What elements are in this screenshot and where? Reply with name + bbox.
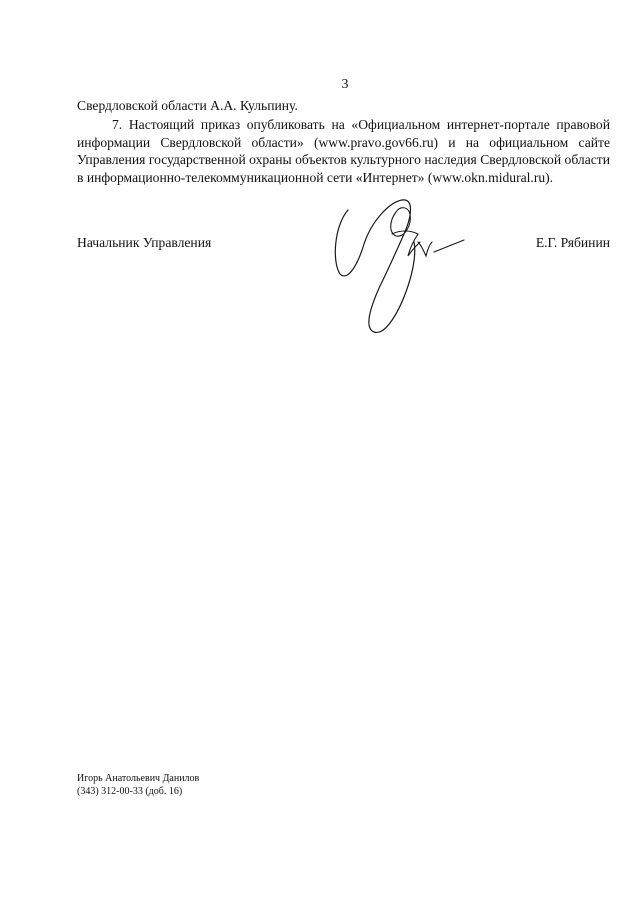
signer-title: Начальник Управления <box>77 235 212 250</box>
executor-footer <box>77 773 199 798</box>
paragraph-7 <box>77 116 610 186</box>
paragraph-7-text: 7. Настоящий приказ опубликовать на «Официальном интернет-портале правовой информации Свердловской области» (www.pravo.gov66.ru) и на официальном сайте Управления государственной охраны объектов культурного наследия Свердловской области в информационно-телекоммуникационной сети «Интернет» (www.okn.midural.ru). <box>77 117 610 185</box>
handwritten-signature <box>330 190 470 335</box>
text-line-recipient: Свердловской области А.А. Кульпину. <box>77 98 298 113</box>
signature-flourish <box>418 242 432 256</box>
signature-loop-inner <box>391 208 411 236</box>
executor-phone: (343) 312-00-33 (доб. 16) <box>77 785 183 797</box>
signature-tail-line <box>434 240 464 252</box>
signature-loop-outer <box>335 200 414 333</box>
executor-name: Игорь Анатольевич Данилов <box>77 773 200 784</box>
page-number: 3 <box>341 77 349 92</box>
signer-name: Е.Г. Рябинин <box>535 235 610 250</box>
